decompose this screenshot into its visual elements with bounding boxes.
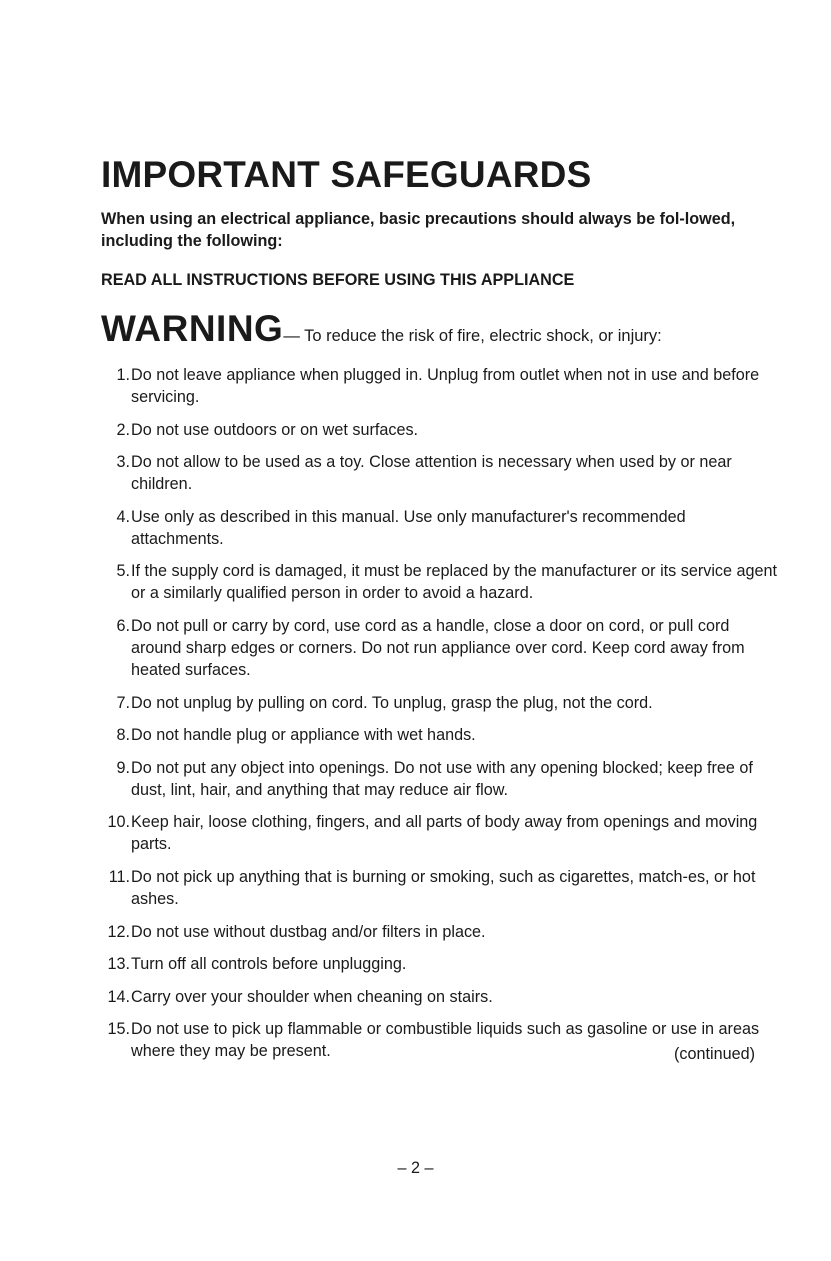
item-number: 10. [107,813,130,832]
item-number: 3. [116,453,130,472]
item-number: 11. [108,867,130,886]
item-text: Do not use without dustbag and/or filters in place. [131,922,486,941]
intro-paragraph: When using an electrical appliance, basic precautions should always be fol-lowed, including the following: [101,210,736,250]
item-text: If the supply cord is damaged, it must be replaced by the manufacturer or its service agent or a similarly qualified person in order to avoid a hazard. [131,562,778,603]
item-text: Do not put any object into openings. Do not use with any opening blocked; keep free of dust, lint, hair, and anything that may reduce air flow. [131,758,753,799]
item-text: Do not pull or carry by cord, use cord as a handle, close a door on cord, or pull cord around sharp edges or corners. Do not run appliance over cord. Keep cord away from heated surfaces. [131,616,745,679]
item-text: Do not use outdoors or on wet surfaces. [131,420,419,439]
warning-word: WARNING [101,308,284,349]
list-item [101,560,781,604]
item-number: 2. [116,420,130,439]
item-text: Do not unplug by pulling on cord. To unplug, grasp the plug, not the cord. [131,693,653,712]
list-item [101,866,781,910]
item-number: 6. [116,616,130,635]
list-item [101,921,781,943]
warning-heading [101,306,662,360]
list-item [101,811,781,855]
item-number: 7. [116,693,130,712]
list-item [101,953,781,975]
item-text: Do not pick up anything that is burning or smoking, such as cigarettes, match-es, or hot ashes. [131,867,756,908]
item-number: 12. [107,922,130,941]
item-text: Turn off all controls before unplugging. [131,955,407,974]
safeguards-list [101,364,781,1073]
item-number: 8. [116,726,130,745]
item-text: Do not handle plug or appliance with wet hands. [131,726,476,745]
list-item [101,986,781,1008]
item-text: Keep hair, loose clothing, fingers, and all parts of body away from openings and moving parts. [131,813,758,854]
list-item [101,692,781,714]
item-text: Do not allow to be used as a toy. Close attention is necessary when used by or near children. [131,453,732,494]
list-item [101,724,781,746]
list-item [101,757,781,801]
item-text: Carry over your shoulder when cheaning on stairs. [131,987,493,1006]
read-instructions-notice: READ ALL INSTRUCTIONS BEFORE USING THIS APPLIANCE [101,271,575,289]
item-number: 4. [116,507,130,526]
item-number: 13. [107,955,130,974]
item-number: 5. [116,562,130,581]
list-item [101,419,781,441]
list-item [101,506,781,550]
warning-text: — To reduce the risk of fire, electric shock, or injury: [283,327,662,345]
list-item [101,451,781,495]
item-number: 15. [107,1020,130,1039]
item-number: 14. [107,987,130,1006]
page-number: – 2 – [397,1159,434,1177]
item-number: 9. [116,758,130,777]
page-title: IMPORTANT SAFEGUARDS [101,154,592,195]
item-text: Do not use to pick up flammable or combustible liquids such as gasoline or use in areas where they may be present. [131,1020,760,1061]
item-text: Use only as described in this manual. Use only manufacturer's recommended attachments. [131,507,686,548]
list-item [101,615,781,681]
item-text: Do not leave appliance when plugged in. Unplug from outlet when not in use and before servicing. [131,366,760,406]
list-item [101,364,781,408]
continued-note: (continued) [674,1045,755,1063]
item-number: 1. [116,366,130,384]
